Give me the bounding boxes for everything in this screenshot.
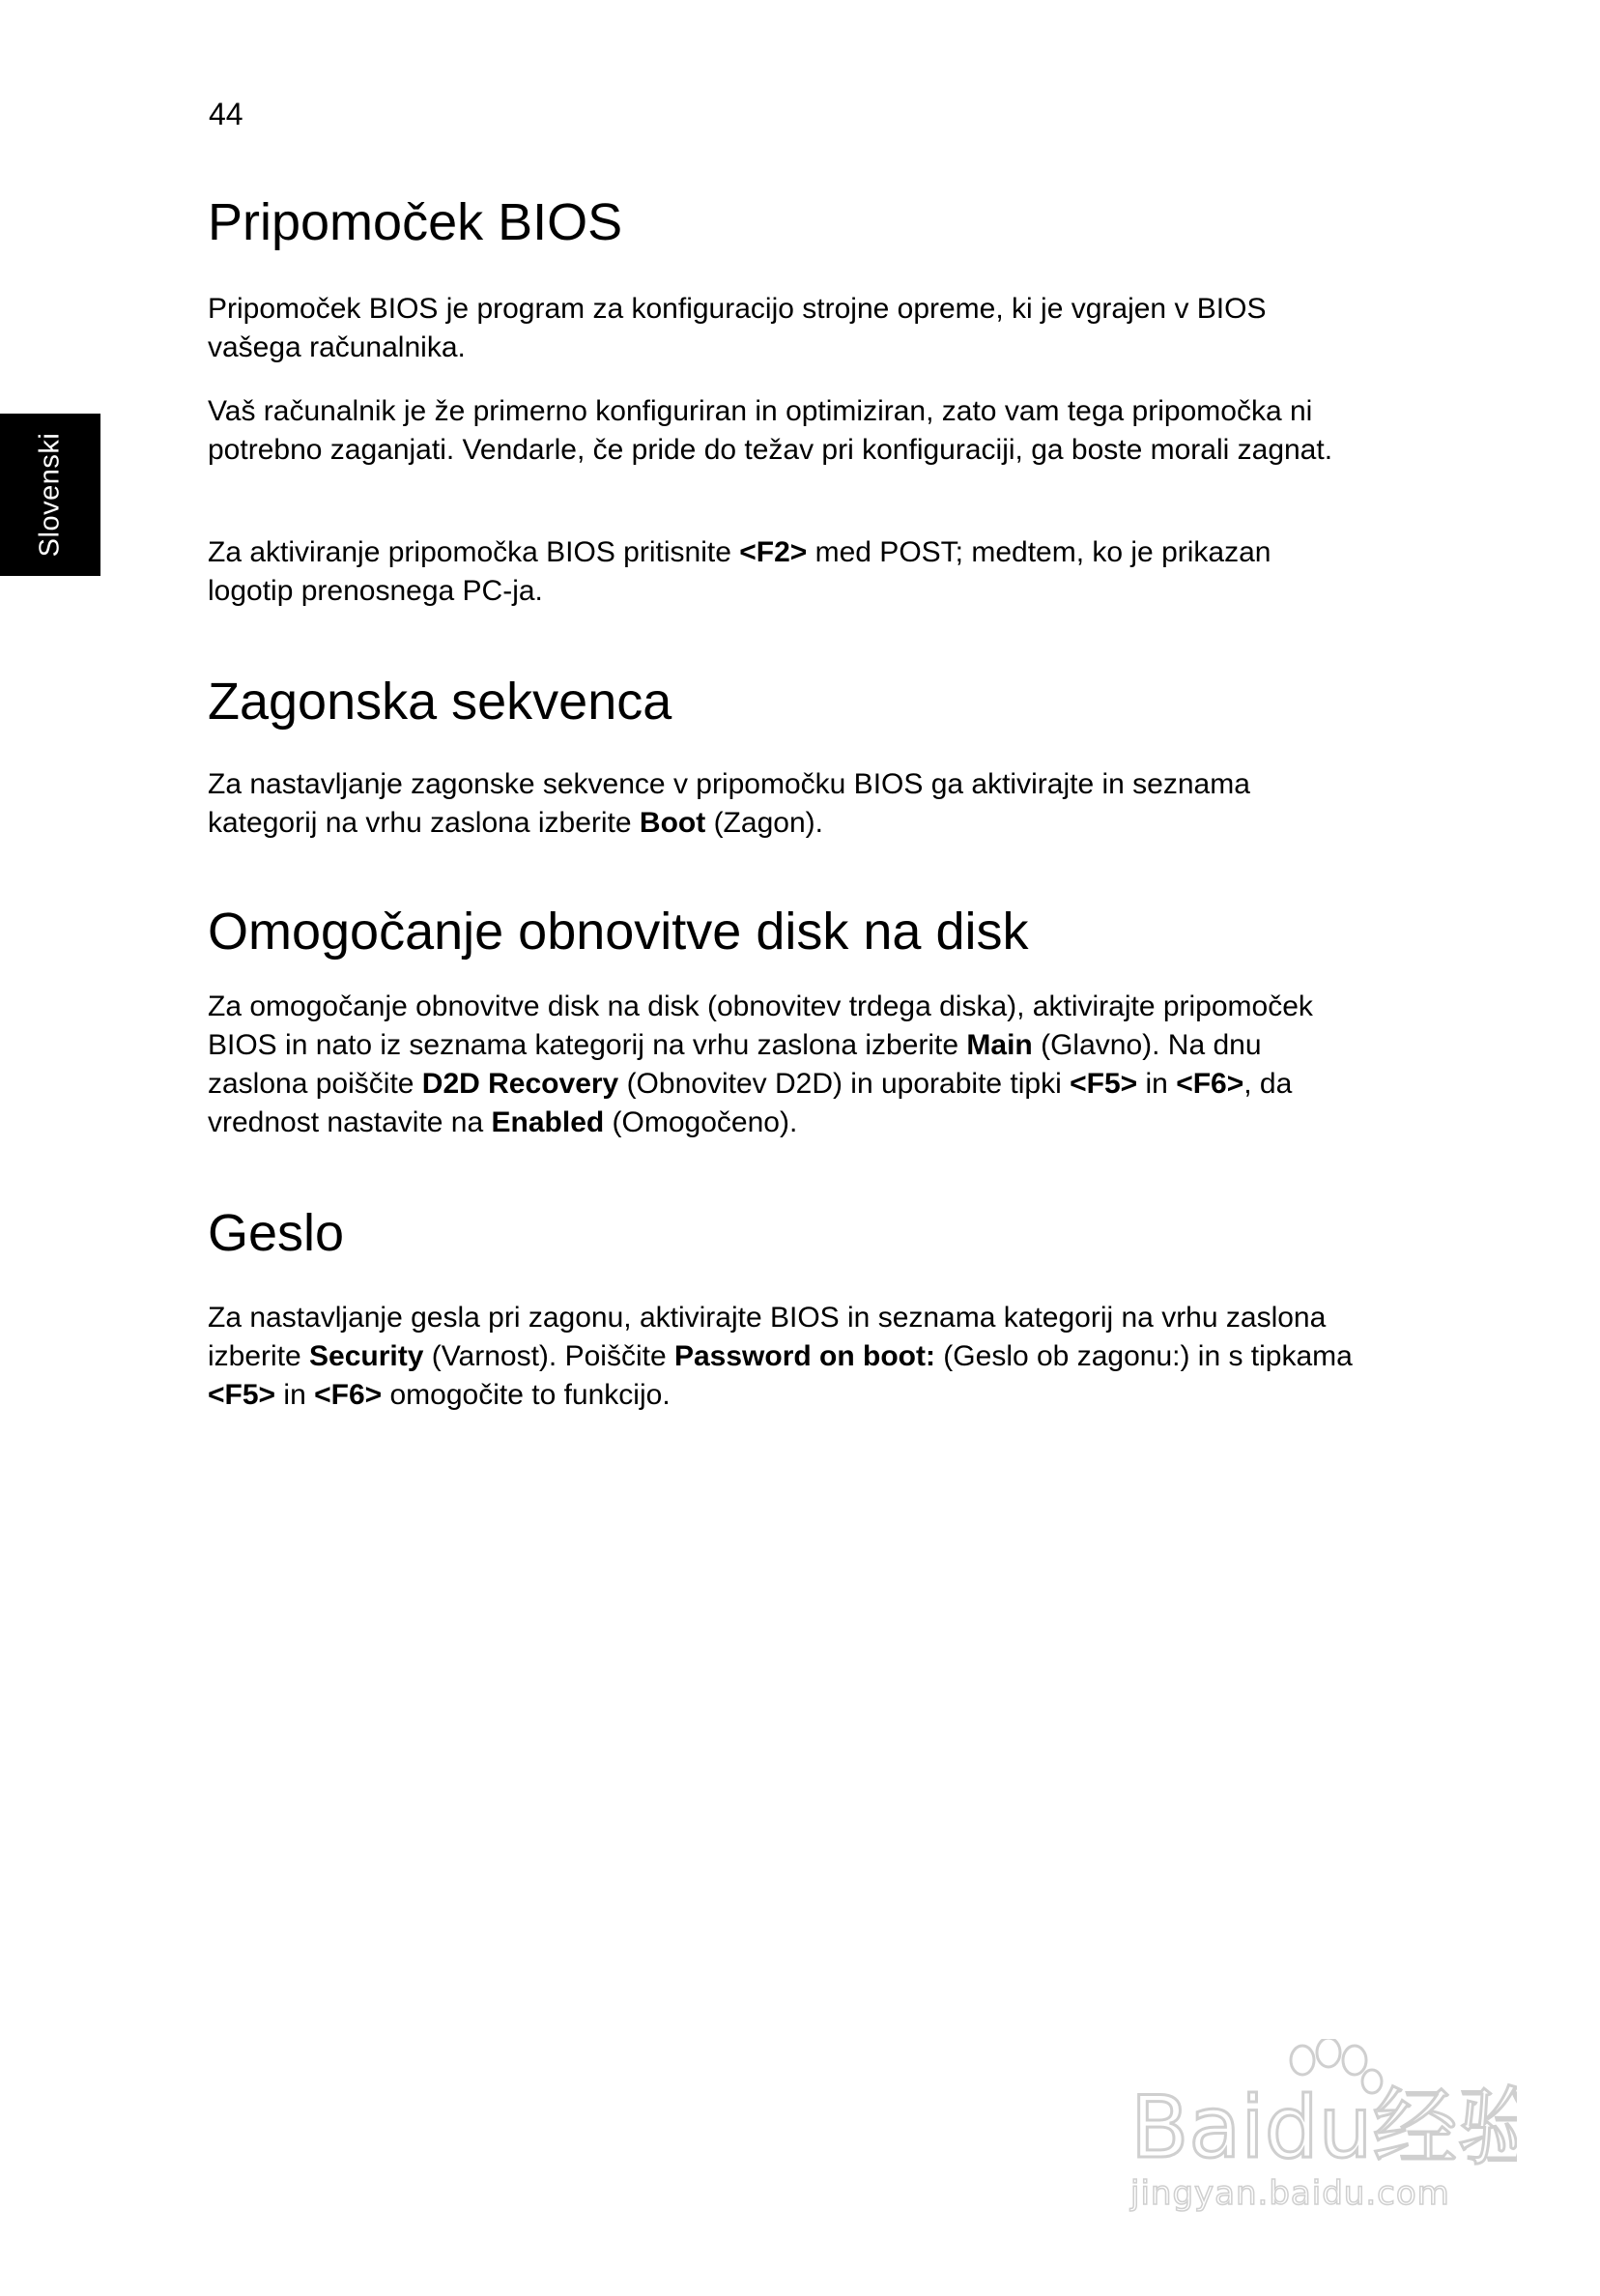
text-run: (Zagon).	[705, 807, 823, 839]
text-run: (Varnost). Poiščite	[423, 1340, 674, 1372]
text-run: , da vrednost nastavite na	[208, 1068, 1293, 1138]
bold-term: <F5>	[208, 1379, 276, 1411]
text-run: (Geslo ob zagonu:) in s tipkama	[934, 1340, 1353, 1372]
section-heading-disk-recovery: Omogočanje obnovitve disk na disk	[208, 903, 1029, 961]
text-run: (Glavno). Na dnu zaslona poiščite	[208, 1029, 1262, 1100]
paw-logo-icon	[1130, 2039, 1517, 2174]
text-run: in	[1137, 1068, 1177, 1100]
bold-term: <F6>	[314, 1379, 383, 1411]
text-run: in	[275, 1379, 315, 1411]
language-tab-label: Slovenski	[34, 432, 66, 558]
text-run: (Obnovitev D2D) in uporabite tipki	[618, 1068, 1071, 1100]
paragraph	[208, 988, 1357, 1142]
bold-term: Main	[966, 1029, 1033, 1061]
watermark-brand: Baidu经验	[1130, 2078, 1517, 2174]
page-number: 44	[209, 97, 243, 131]
bold-term: <F6>	[1176, 1068, 1244, 1100]
language-side-tab	[0, 414, 100, 576]
text-run: Pripomoček BIOS je program za konfiguracijo strojne opreme, ki je vgrajen v BIOS vašega računalnika.	[208, 293, 1267, 363]
text-run: med POST; medtem, ko je prikazan logotip prenosnega PC-ja.	[208, 536, 1271, 607]
paragraph	[208, 392, 1357, 470]
bold-term: <F2>	[739, 536, 808, 568]
paragraph	[208, 1299, 1357, 1415]
bold-term: D2D Recovery	[421, 1068, 619, 1100]
text-run: omogočite to funkcijo.	[382, 1379, 671, 1411]
bold-term: Security	[309, 1340, 424, 1372]
text-run: (Omogočeno).	[604, 1106, 798, 1138]
section-heading-password: Geslo	[208, 1204, 345, 1262]
bold-term: Boot	[639, 807, 706, 839]
text-run: Za omogočanje obnovitve disk na disk (obnovitev trdega diska), aktivirajte pripomoček BIOS in nato iz seznama kategorij na vrhu zaslona izberite	[208, 990, 1313, 1061]
watermark-url: jingyan.baidu.com	[1130, 2174, 1450, 2213]
text-run: Za nastavljanje gesla pri zagonu, aktivirajte BIOS in seznama kategorij na vrhu zaslona izberite	[208, 1302, 1327, 1372]
text-run: Vaš računalnik je že primerno konfiguriran in optimiziran, zato vam tega pripomočka ni potrebno zaganjati. Vendarle, če pride do težav pri konfiguraciji, ga boste morali zagnat.	[208, 395, 1333, 466]
bold-term: Password on boot:	[673, 1340, 935, 1372]
bold-term: <F5>	[1070, 1068, 1138, 1100]
baidu-watermark	[1130, 2039, 1517, 2232]
text-run: Za nastavljanje zagonske sekvence v pripomočku BIOS ga aktivirajte in seznama kategorij na vrhu zaslona izberite	[208, 768, 1250, 839]
section-heading-bios-utility: Pripomoček BIOS	[208, 193, 623, 251]
section-heading-boot-sequence: Zagonska sekvenca	[208, 673, 672, 731]
paragraph	[208, 533, 1357, 611]
text-run: Za aktiviranje pripomočka BIOS pritisnite	[208, 536, 740, 568]
bold-term: Enabled	[491, 1106, 605, 1138]
paragraph	[208, 765, 1357, 843]
paragraph	[208, 290, 1357, 367]
